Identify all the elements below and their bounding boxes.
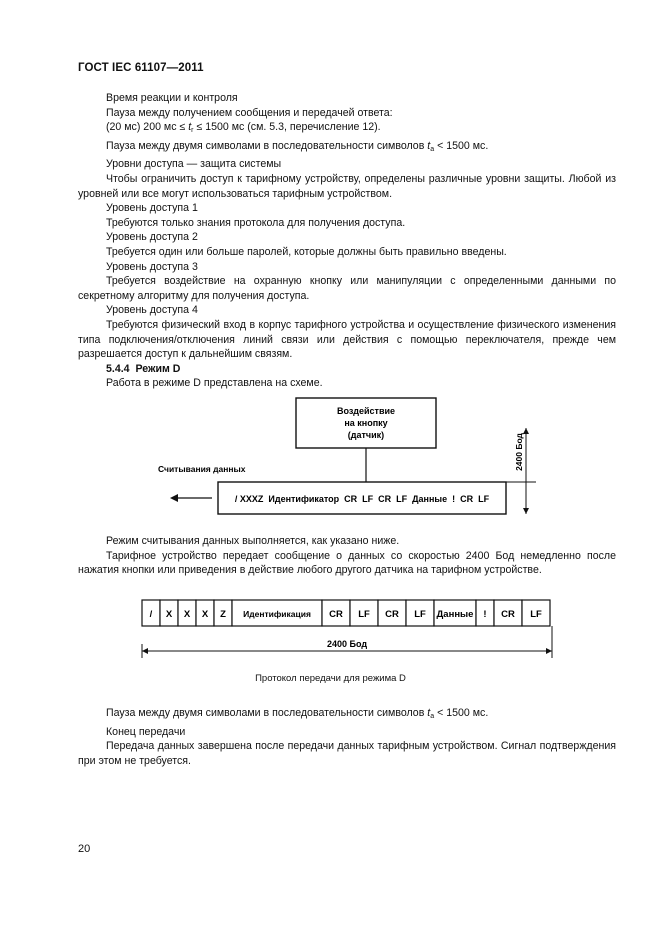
pause-sub: a (430, 145, 435, 153)
protocol-cell-label: CR (385, 609, 399, 620)
pause-sub: a (430, 713, 435, 720)
sensor-box-line-3: (датчик) (347, 430, 385, 440)
section-title: Режим D (135, 362, 181, 375)
figure-caption: Протокол передачи для режима D (255, 673, 406, 684)
paragraph: Требуется воздействие на охранную кнопку или манипуляции с определенными данными по секретному алгоритму для получения доступа. (78, 275, 616, 302)
pause-suffix: < 1500 мс. (434, 139, 489, 152)
paragraph: Уровень доступа 3 (106, 260, 198, 273)
protocol-cell-label: Z (220, 609, 226, 620)
section-heading (78, 362, 616, 377)
end-section-text (78, 706, 616, 768)
sensor-box-line-2: на кнопку (344, 418, 388, 428)
paragraph: Уровень доступа 4 (106, 304, 198, 317)
page-number: 20 (78, 843, 91, 855)
paragraph: Уровень доступа 2 (106, 231, 198, 244)
paragraph: Требуются физический вход в корпус тарифного устройства и осуществление физического изменения типа подключения/отключения линий связи или действия с помощью переключателя, прежде чем разрешается доступ к дальнейшим связям. (78, 318, 616, 361)
after-diagram-text (78, 534, 616, 578)
pause-suffix: < 1500 мс. (434, 707, 489, 719)
document-header: ГОСТ IEC 61107—2011 (78, 62, 204, 74)
pause-line-2 (78, 706, 616, 725)
paragraph: Уровни доступа — защита системы (106, 158, 282, 171)
baud-arrow-down (523, 508, 529, 514)
protocol-cell-label: X (201, 609, 209, 620)
protocol-cell-label: CR (329, 609, 343, 620)
end-label: Конец передачи (106, 725, 186, 738)
sensor-box-line-1: Воздействие (336, 406, 396, 416)
body-text (78, 91, 616, 391)
pause-text: Пауза между двумя символами в последовательности символов (106, 707, 425, 719)
timing-range-prefix: (20 мс) 200 мс ≤ (106, 121, 189, 134)
section-number: 5.4.4 (106, 362, 130, 375)
paragraph: Чтобы ограничить доступ к тарифному устройству, определены различные уровни защиты. Любой из уровней или все могут использоваться тарифным устройством. (78, 172, 616, 200)
paragraph: Режим считывания данных выполняется, как указано ниже. (106, 535, 400, 547)
protocol-cell-label: LF (414, 609, 426, 620)
paragraph: Требуется один или больше паролей, которые должны быть правильно введены. (106, 245, 507, 258)
pause-text: Пауза между двумя символами в последовательности символов (106, 139, 425, 152)
paragraph: Уровень доступа 1 (106, 202, 198, 215)
pause-var: t (427, 139, 431, 152)
protocol-diagram (138, 596, 558, 662)
protocol-cell-label: Идентификация (243, 609, 311, 619)
protocol-baud-label: 2400 Бод (326, 639, 368, 649)
dimension-arrow-right (546, 648, 552, 654)
timing-sub: r (191, 127, 194, 135)
protocol-cell-label: LF (358, 609, 370, 620)
protocol-cell-label: X (183, 609, 191, 620)
timing-var: t (188, 121, 192, 134)
protocol-cell-label: Данные (436, 609, 474, 620)
pause-var: t (427, 707, 431, 719)
paragraph: Время реакции и контроля (106, 92, 238, 104)
timing-range-suffix: ≤ 1500 мс (см. 5.3, перечисление 12). (193, 121, 381, 134)
pause-line (78, 139, 616, 158)
end-text: Передача данных завершена после передачи данных тарифным устройством. Сигнал подтверждения при этом не требуется. (78, 740, 616, 767)
mode-d-diagram (150, 394, 550, 520)
baud-label: 2400 Бод (514, 433, 524, 471)
read-label: Считывания данных (158, 464, 246, 474)
section-intro: Работа в режиме D представлена на схеме. (106, 377, 323, 390)
dimension-arrow-left (142, 648, 148, 654)
protocol-cell-label: X (165, 609, 173, 620)
protocol-cell-label: CR (501, 609, 515, 620)
timing-range (78, 120, 616, 139)
output-arrow-head (170, 494, 178, 502)
paragraph: Требуются только знания протокола для получения доступа. (106, 216, 406, 229)
protocol-cell-label: / (149, 609, 153, 620)
sequence-text: / XXXZ Идентификатор CR LF CR LF Данные ! CR LF (234, 494, 490, 504)
paragraph: Пауза между получением сообщения и передачей ответа: (106, 106, 393, 119)
protocol-cell-label: LF (530, 609, 542, 620)
paragraph: Тарифное устройство передает сообщение о данных со скоростью 2400 Бод немедленно после нажатия кнопки или приведения в действие любого другого датчика на тарифном устройстве. (78, 549, 616, 577)
protocol-cell-label: ! (483, 609, 487, 620)
protocol-cells (142, 600, 550, 626)
